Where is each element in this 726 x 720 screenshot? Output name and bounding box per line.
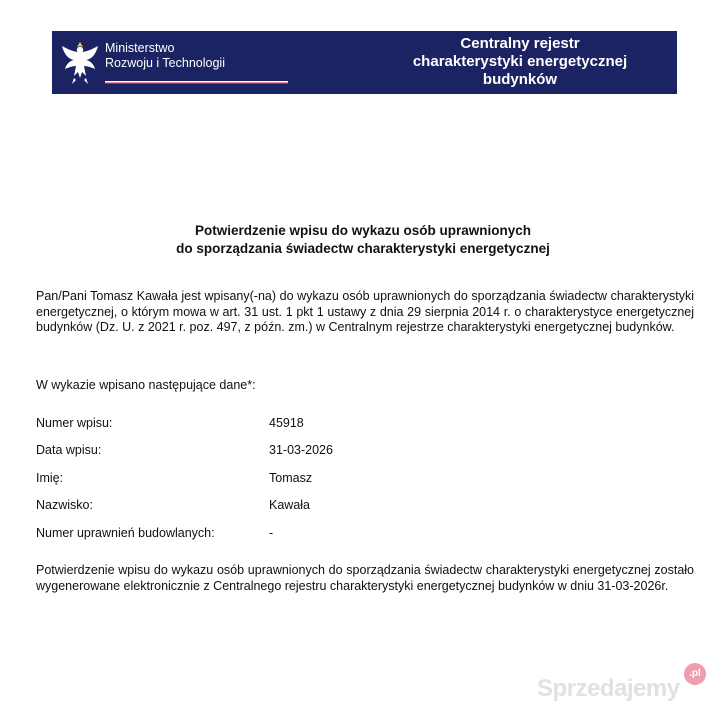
field-row-entry-number <box>36 416 656 434</box>
footer-paragraph: Potwierdzenie wpisu do wykazu osób uprawnionych do sporządzania świadectw charakterystyki energetycznej zostało wygenerowane elektronicznie z Centralnego rejestru charakterystyki energetycznej budynków w dniu 31-03-2026r. <box>36 563 694 593</box>
field-value: Tomasz <box>269 471 313 485</box>
data-intro: W wykazie wpisano następujące dane*: <box>36 378 256 392</box>
field-row-entry-date <box>36 443 656 461</box>
field-label: Data wpisu: <box>36 443 102 457</box>
watermark-text: Sprzedajemy <box>537 675 680 702</box>
field-label: Numer uprawnień budowlanych: <box>36 526 215 540</box>
ministry-name-line2: Rozwoju i Technologii <box>105 56 225 70</box>
ministry-name-line1: Ministerstwo <box>105 41 175 55</box>
field-value: 31-03-2026 <box>269 443 333 457</box>
field-row-first-name <box>36 471 656 489</box>
field-label: Nazwisko: <box>36 498 93 512</box>
field-row-last-name <box>36 498 656 516</box>
intro-paragraph: Pan/Pani Tomasz Kawała jest wpisany(-na) do wykazu osób uprawnionych do sporządzania świadectw charakterystyki energetycznej, o którym mowa w art. 31 ust. 1 pkt 1 ustawy z dnia 29 sierpnia 2014 r. o charakterystyce energetycznej budynków (Dz. U. z 2021 r. poz. 497, z późn. zm.) w Centralnym rejestrze charakterystyki energetycznej budynków. <box>36 289 694 334</box>
ministry-name <box>105 41 305 71</box>
field-value: 45918 <box>269 416 304 430</box>
field-row-license-number <box>36 526 656 544</box>
flag-stripe <box>105 81 288 84</box>
document-title: Potwierdzenie wpisu do wykazu osób uprawnionych do sporządzania świadectw charakterystyki energetycznej <box>176 223 550 256</box>
field-label: Numer wpisu: <box>36 416 113 430</box>
field-value: - <box>269 526 274 540</box>
white-eagle-emblem-icon <box>60 38 100 86</box>
header-banner <box>52 31 677 94</box>
registry-title: Centralny rejestr charakterystyki energetycznej budynków <box>412 35 628 88</box>
field-label: Imię: <box>36 471 64 485</box>
field-value: Kawała <box>269 498 310 512</box>
watermark-badge: .pl <box>684 663 706 685</box>
